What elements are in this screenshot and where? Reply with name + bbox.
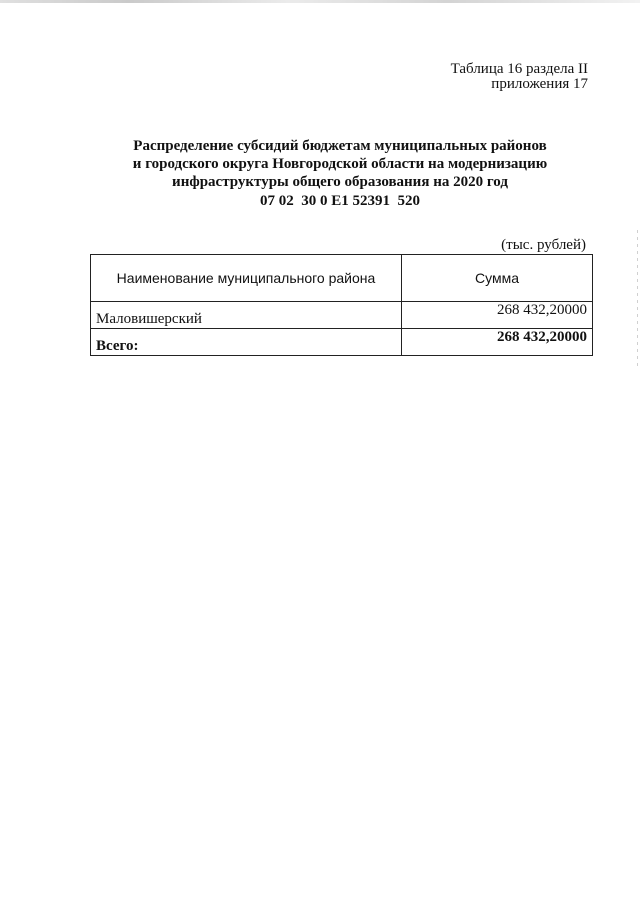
units-label: (тыс. рублей): [501, 237, 586, 253]
total-row: [91, 329, 593, 356]
total-amount-cell: 268 432,20000: [402, 329, 593, 356]
header-district-name: Наименование муниципального района: [91, 255, 402, 302]
document-title: [90, 137, 590, 191]
district-name-cell: Маловишерский: [91, 302, 402, 329]
title-line-1: Распределение субсидий бюджетам муниципальных районов: [133, 138, 547, 154]
table-reference-line-2: приложения 17: [491, 76, 588, 92]
budget-code: 07 02 30 0 E1 52391 520: [259, 193, 420, 209]
total-label-cell: Всего:: [91, 329, 402, 356]
scan-right-edge-artifact: [637, 230, 638, 370]
table-header-row: [91, 255, 593, 302]
header-amount: Сумма: [402, 255, 593, 302]
subsidy-table: [90, 254, 593, 356]
table-row: [91, 302, 593, 329]
table-reference: [451, 62, 588, 92]
title-line-2: и городского округа Новгородской области на модернизацию: [132, 156, 548, 172]
table-reference-line-1: Таблица 16 раздела II: [450, 61, 588, 77]
scan-edge-artifact: [0, 0, 640, 3]
amount-cell: 268 432,20000: [402, 302, 593, 329]
title-line-3: инфраструктуры общего образования на 2020 год: [172, 174, 508, 190]
